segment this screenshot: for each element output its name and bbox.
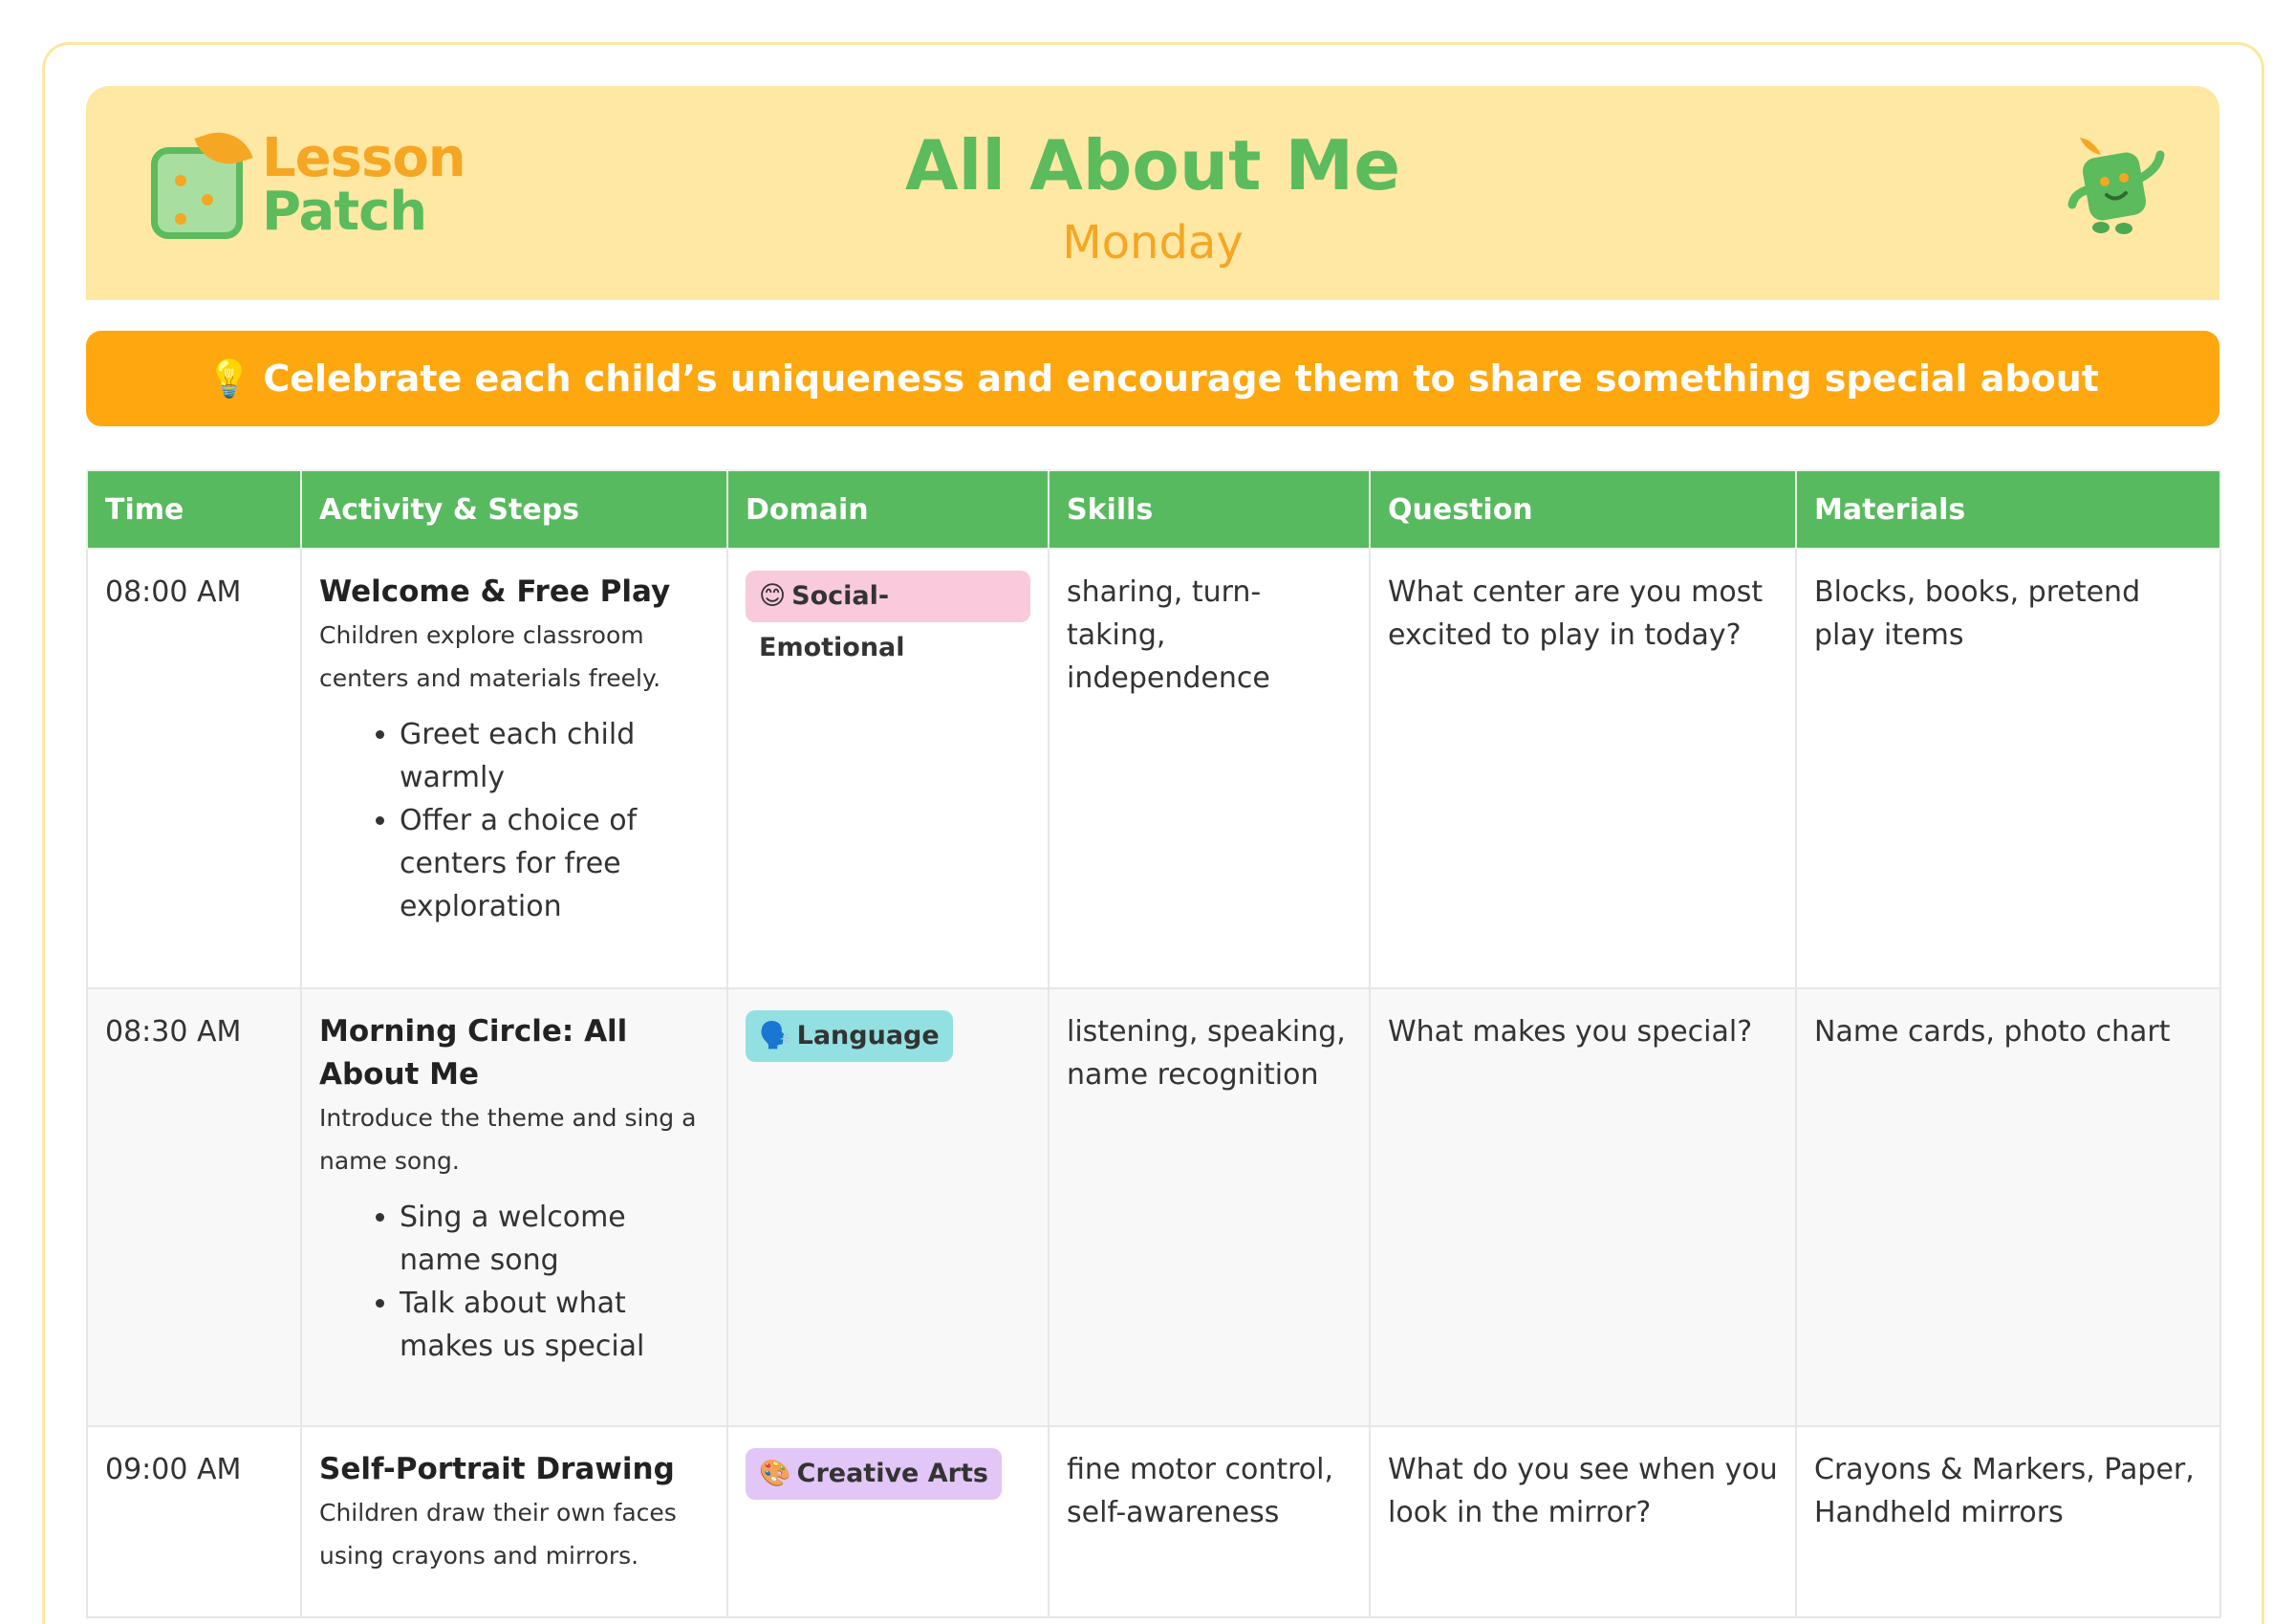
table-row [87,549,2220,988]
activity-steps [319,1196,709,1368]
lightbulb-icon: 💡 [206,357,252,400]
skills-cell: listening, speaking, name recognition [1049,988,1370,1426]
domain-badge [746,571,1030,662]
activity-steps [319,713,709,928]
materials-cell: Blocks, books, pretend play items [1796,549,2220,988]
skills-cell: fine motor control, self-awareness [1049,1426,1370,1617]
time-cell: 09:00 AM [87,1426,301,1617]
question-cell: What center are you most excited to play in today? [1370,549,1796,988]
activity-cell [301,549,727,988]
domain-badge [746,1010,953,1062]
activity-description: Children explore classroom centers and materials freely. [319,621,661,692]
table-row [87,988,2220,1426]
lesson-goal-text: Celebrate each child’s uniqueness and encourage them to share something special about [263,357,2099,400]
column-header-materials: Materials [1796,470,2220,549]
speaking-head-icon: 🗣️ [759,1021,791,1050]
column-header-activity: Activity & Steps [301,470,727,549]
skills-cell: sharing, turn-taking, independence [1049,549,1370,988]
domain-label: Social-Emotional [759,581,905,662]
step-item: • Sing a welcome name song [400,1196,709,1282]
activity-description: Introduce the theme and sing a name song. [319,1104,697,1175]
column-header-domain: Domain [727,470,1049,549]
activity-title: Morning Circle: All About Me [319,1014,628,1092]
activity-title: Self-Portrait Drawing [319,1452,675,1486]
domain-cell [727,1426,1049,1617]
time-cell: 08:00 AM [87,549,301,988]
column-header-skills: Skills [1049,470,1370,549]
column-header-time: Time [87,470,301,549]
smiley-icon: 😊 [759,581,787,611]
day-label: Monday [1062,216,1244,270]
palette-icon: 🎨 [759,1459,791,1488]
activity-description: Children draw their own faces using crayons and mirrors. [319,1499,677,1570]
activity-cell [301,988,727,1426]
activity-cell [301,1426,727,1617]
domain-label: Language [796,1021,940,1050]
step-item: • Offer a choice of centers for free exploration [400,799,709,928]
domain-badge [746,1448,1002,1500]
lesson-goal-banner [86,331,2219,426]
step-item: • Talk about what makes us special [400,1282,709,1368]
step-item: • Greet each child warmly [400,713,709,799]
activity-title: Welcome & Free Play [319,574,671,609]
domain-cell [727,549,1049,988]
time-cell: 08:30 AM [87,988,301,1426]
question-cell: What makes you special? [1370,988,1796,1426]
table-row [87,1426,2220,1617]
page-title: All About Me [904,125,1401,206]
materials-cell: Crayons & Markers, Paper, Handheld mirrors [1796,1426,2220,1617]
mascot-icon [2065,134,2170,239]
table-header-row [87,470,2220,549]
materials-cell: Name cards, photo chart [1796,988,2220,1426]
question-cell: What do you see when you look in the mirror? [1370,1426,1796,1617]
page-header [86,86,2219,300]
domain-label: Creative Arts [796,1459,988,1488]
domain-cell [727,988,1049,1426]
schedule-table [86,469,2221,1618]
column-header-question: Question [1370,470,1796,549]
brand-name: Lesson Patch [262,127,465,243]
